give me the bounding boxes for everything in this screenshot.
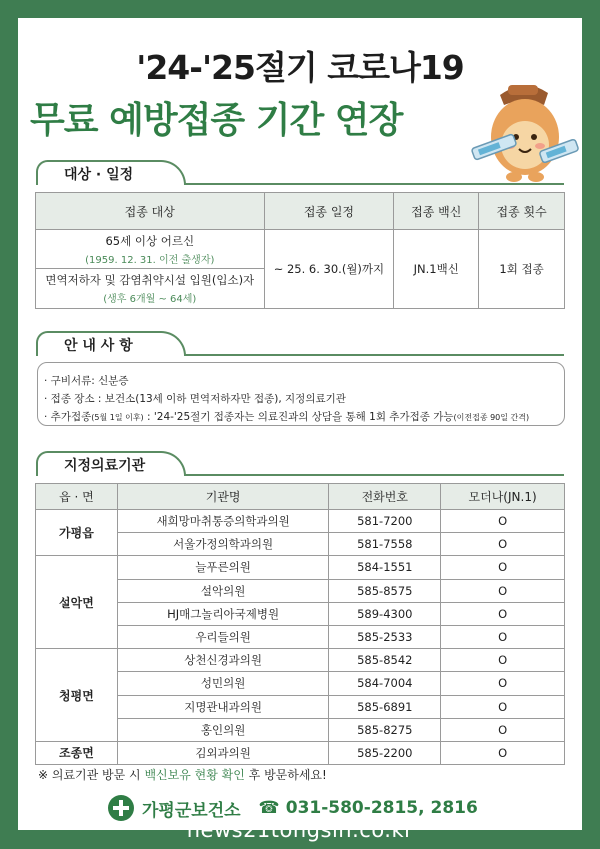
header-area: 읍 · 면 xyxy=(36,484,118,510)
target-immuno-label: 면역저하자 및 감염취약시설 입원(입소)자 xyxy=(45,273,255,287)
section-label-target: 대상 · 일정 xyxy=(64,167,134,183)
clinic-phone: 589-4300 xyxy=(329,602,441,625)
clinic-phone: 585-2200 xyxy=(329,741,441,764)
clinic-name: 지명관내과의원 xyxy=(117,695,329,718)
table-row xyxy=(36,649,565,672)
clinic-moderna: O xyxy=(441,672,565,695)
clinic-name: 성민의원 xyxy=(117,672,329,695)
clinic-moderna: O xyxy=(441,649,565,672)
target-seniors-sub: (1959. 12. 31. 이전 출생자) xyxy=(85,254,215,266)
notice-booster xyxy=(44,408,564,427)
target-seniors xyxy=(36,230,265,269)
watermark: news21tongsin.co.kr xyxy=(186,818,414,842)
clinic-moderna: O xyxy=(441,510,565,533)
schedule-table xyxy=(35,192,565,309)
clinic-phone: 581-7200 xyxy=(329,510,441,533)
org-name: 가평군보건소 xyxy=(142,800,241,821)
clinic-moderna: O xyxy=(441,718,565,741)
header-moderna: 모더나(JN.1) xyxy=(441,484,565,510)
clinic-moderna: O xyxy=(441,533,565,556)
clinic-moderna: O xyxy=(441,625,565,648)
area-cell: 청평면 xyxy=(36,649,118,742)
clinic-name: 설악의원 xyxy=(117,579,329,602)
notice-documents: · 구비서류: 신분증 xyxy=(44,375,129,387)
schedule-cell: ~ 25. 6. 30.(월)까지 xyxy=(264,230,394,309)
booster-date: (5월 1일 이후) xyxy=(91,413,144,422)
notice-location: · 접종 장소 : 보건소(13세 이하 면역저하자만 접종), 지정의료기관 xyxy=(44,393,346,405)
clinic-phone: 581-7558 xyxy=(329,533,441,556)
section-label-clinics: 지정의료기관 xyxy=(64,458,146,474)
clinic-phone: 585-8575 xyxy=(329,579,441,602)
target-immunocompromised xyxy=(36,269,265,309)
count-cell: 1회 접종 xyxy=(479,230,565,309)
clinic-name: HJ매그놀리아국제병원 xyxy=(117,602,329,625)
clinic-phone: 585-6891 xyxy=(329,695,441,718)
note-suffix: 후 방문하세요! xyxy=(244,768,327,782)
title-line1: '24-'25절기 코로나19 xyxy=(136,48,464,87)
booster-interval: (이전접종 90일 간격) xyxy=(453,413,530,422)
note-prefix: ※ 의료기관 방문 시 xyxy=(38,768,145,782)
area-cell: 조종면 xyxy=(36,741,118,764)
clinic-phone: 585-8542 xyxy=(329,649,441,672)
booster-prefix: · 추가접종 xyxy=(44,411,92,423)
clinic-name: 우리들의원 xyxy=(117,625,329,648)
clinic-moderna: O xyxy=(441,579,565,602)
header-vaccine: 접종 백신 xyxy=(394,193,479,230)
clinic-table xyxy=(35,483,565,765)
target-immuno-sub: (생후 6개월 ~ 64세) xyxy=(103,294,197,305)
header-phone: 전화번호 xyxy=(329,484,441,510)
header-target: 접종 대상 xyxy=(36,193,265,230)
section-label-notice: 안 내 사 항 xyxy=(64,338,133,354)
notice-box xyxy=(37,362,565,426)
clinic-moderna: O xyxy=(441,695,565,718)
clinic-moderna: O xyxy=(441,556,565,579)
header-schedule: 접종 일정 xyxy=(264,193,394,230)
mascot-icon xyxy=(470,75,580,190)
clinic-name: 새희망마취통증의학과의원 xyxy=(117,510,329,533)
clinic-name: 상천신경과의원 xyxy=(117,649,329,672)
clinic-moderna: O xyxy=(441,602,565,625)
area-cell: 설악면 xyxy=(36,556,118,649)
visit-note xyxy=(38,766,327,783)
clinic-name: 김외과의원 xyxy=(117,741,329,764)
header-count: 접종 횟수 xyxy=(479,193,565,230)
clinic-name: 서울가정의학과의원 xyxy=(117,533,329,556)
header-clinic: 기관명 xyxy=(117,484,329,510)
area-cell: 가평읍 xyxy=(36,510,118,556)
clinic-phone: 584-7004 xyxy=(329,672,441,695)
phone-icon: ☎ xyxy=(258,798,280,818)
clinic-phone: 584-1551 xyxy=(329,556,441,579)
note-highlight: 백신보유 현황 확인 xyxy=(144,768,245,782)
org-phone: 031-580-2815, 2816 xyxy=(285,798,478,818)
table-row xyxy=(36,741,565,764)
clinic-name: 홍인의원 xyxy=(117,718,329,741)
booster-main: : '24-'25절기 접종자는 의료진과의 상담을 통해 1회 추가접종 가능 xyxy=(143,411,454,423)
title-line2: 무료 예방접종 기간 연장 xyxy=(30,100,403,141)
target-seniors-label: 65세 이상 어르신 xyxy=(105,233,195,248)
clinic-phone: 585-2533 xyxy=(329,625,441,648)
clinic-phone: 585-8275 xyxy=(329,718,441,741)
clinic-name: 늘푸른의원 xyxy=(117,556,329,579)
table-row xyxy=(36,556,565,579)
table-row xyxy=(36,510,565,533)
clinic-moderna: O xyxy=(441,741,565,764)
vaccine-cell: JN.1백신 xyxy=(394,230,479,309)
